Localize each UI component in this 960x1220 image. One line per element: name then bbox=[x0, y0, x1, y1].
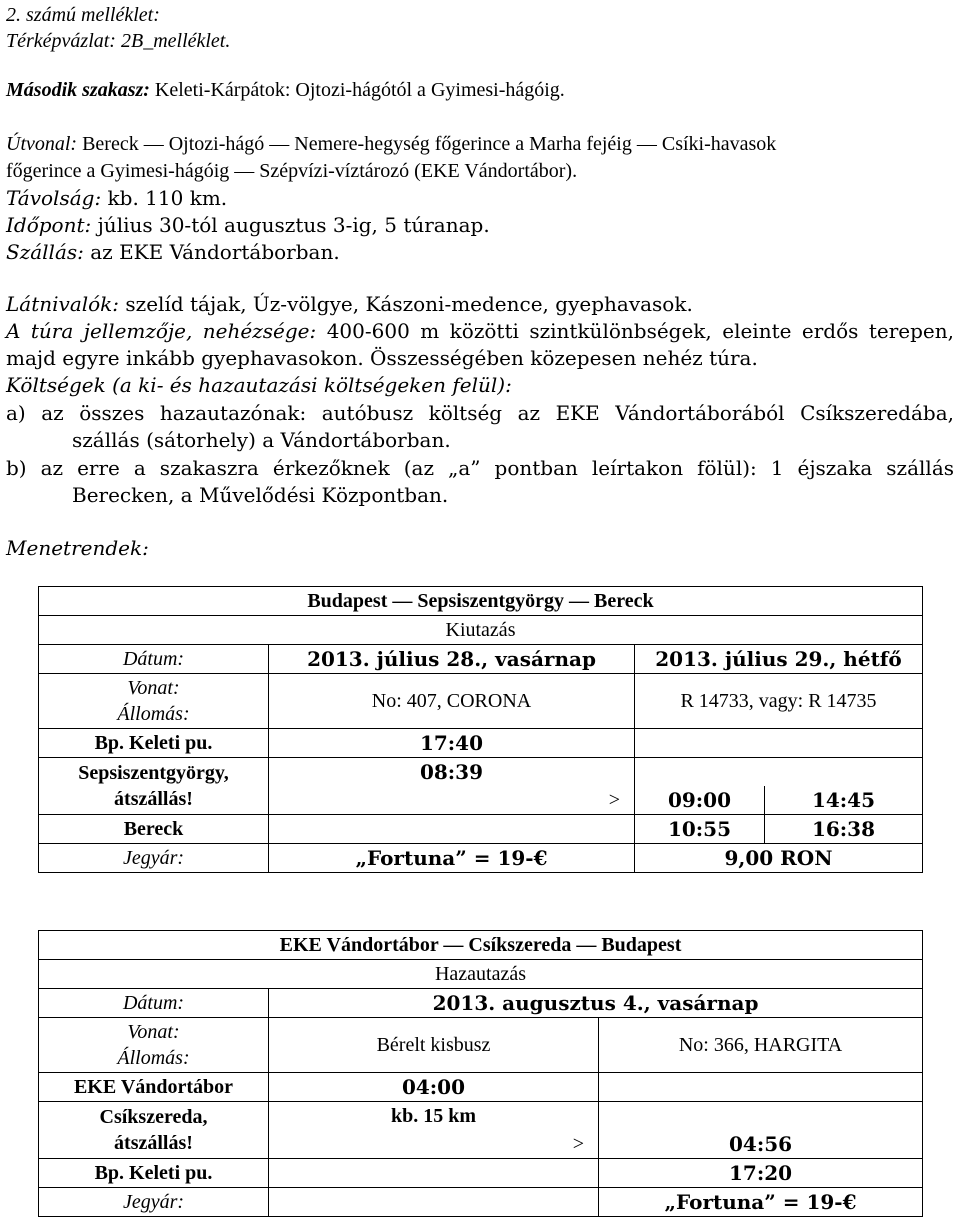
outbound-row2-empty bbox=[635, 758, 923, 787]
outbound-train-2: R 14733, vagy: R 14735 bbox=[635, 674, 923, 729]
route-line-1 bbox=[6, 131, 776, 157]
outbound-train-label: Vonat: bbox=[127, 677, 180, 699]
outbound-subtitle: Kiutazás bbox=[39, 616, 923, 645]
outbound-price-label: Jegyár: bbox=[39, 844, 269, 873]
return-timetable bbox=[38, 930, 923, 1217]
section-heading bbox=[6, 77, 565, 103]
return-row2-dist: kb. 15 km bbox=[269, 1102, 599, 1131]
distance-line bbox=[6, 185, 227, 211]
return-row3-time: 17:20 bbox=[599, 1159, 923, 1188]
character-text-1: 400-600 m közötti szintkülönbségek, eleinte erdős terepen, bbox=[316, 319, 954, 343]
outbound-row2-time: 08:39 bbox=[269, 758, 635, 787]
map-label: Térképvázlat: 2B_melléklet. bbox=[6, 30, 231, 52]
date-label: Időpont: bbox=[6, 213, 92, 237]
section-value: Keleti-Kárpátok: Ojtozi-hágótól a Gyimesi-hágóig. bbox=[149, 79, 565, 101]
sights-line bbox=[6, 291, 693, 317]
return-row1-empty bbox=[599, 1073, 923, 1102]
outbound-row3-t1: 10:55 bbox=[635, 815, 765, 844]
return-train-station-label bbox=[39, 1018, 269, 1073]
costs-b-line-1: b) az erre a szakaszra érkezőknek (az „a” pontban leírtakon fölül): 1 éjszaka szállás bbox=[6, 456, 954, 480]
outbound-row2-station-b: átszállás! bbox=[114, 788, 193, 810]
return-subtitle: Hazautazás bbox=[39, 960, 923, 989]
return-row2-station-a: Csíkszereda, bbox=[99, 1106, 208, 1128]
outbound-date-label: Dátum: bbox=[39, 645, 269, 674]
return-date-label: Dátum: bbox=[39, 989, 269, 1018]
return-date: 2013. augusztus 4., vasárnap bbox=[269, 989, 923, 1018]
lodging-line bbox=[6, 239, 340, 265]
route-label: Útvonal: bbox=[6, 133, 78, 155]
date-value: július 30-tól augusztus 3-ig, 5 túranap. bbox=[91, 213, 490, 237]
return-title: EKE Vándortábor — Csíkszereda — Budapest bbox=[39, 931, 923, 960]
costs-b-line-2: Berecken, a Művelődési Központban. bbox=[72, 483, 449, 507]
outbound-title: Budapest — Sepsiszentgyörgy — Bereck bbox=[39, 587, 923, 616]
return-row1-time: 04:00 bbox=[269, 1073, 599, 1102]
outbound-train-station-label bbox=[39, 674, 269, 729]
return-row1-station: EKE Vándortábor bbox=[39, 1073, 269, 1102]
return-row2-station bbox=[39, 1102, 269, 1159]
outbound-price-1: „Fortuna” = 19-€ bbox=[269, 844, 635, 873]
return-price-label: Jegyár: bbox=[39, 1188, 269, 1217]
annex-label: 2. számú melléklet: bbox=[6, 4, 160, 26]
sights-value: szelíd tájak, Úz-völgye, Kászoni-medence, gyephavasok. bbox=[119, 292, 693, 316]
distance-value: kb. 110 km. bbox=[101, 186, 228, 210]
return-row2-empty bbox=[599, 1102, 923, 1131]
outbound-row2-t2: 14:45 bbox=[765, 786, 923, 815]
distance-label: Távolság: bbox=[6, 186, 102, 210]
sights-label: Látnivalók: bbox=[6, 292, 120, 316]
costs-label: Költségek (a ki- és hazautazási költségeken felül): bbox=[6, 373, 512, 397]
character-line-2: majd egyre inkább gyephavasokon. Összességében közepesen nehéz túra. bbox=[6, 346, 758, 370]
route-text-1: Bereck — Ojtozi-hágó — Nemere-hegység főgerince a Marha fejéig — Csíki-havasok bbox=[77, 133, 777, 155]
outbound-row2-arrow: > bbox=[269, 786, 635, 815]
return-train-label: Vonat: bbox=[127, 1021, 180, 1043]
timetable-label: Menetrendek: bbox=[6, 536, 149, 560]
outbound-row3-t2: 16:38 bbox=[765, 815, 923, 844]
outbound-row1-time: 17:40 bbox=[269, 729, 635, 758]
outbound-row2-station bbox=[39, 758, 269, 815]
outbound-row3-station: Bereck bbox=[39, 815, 269, 844]
outbound-price-2: 9,00 RON bbox=[635, 844, 923, 873]
outbound-date-1: 2013. július 28., vasárnap bbox=[269, 645, 635, 674]
route-line-2: főgerince a Gyimesi-hágóig — Szépvízi-víztározó (EKE Vándortábor). bbox=[6, 160, 578, 182]
return-row3-station: Bp. Keleti pu. bbox=[39, 1159, 269, 1188]
return-train-2: No: 366, HARGITA bbox=[599, 1018, 923, 1073]
character-line-1 bbox=[6, 318, 954, 344]
lodging-label: Szállás: bbox=[6, 240, 84, 264]
return-row3-empty bbox=[269, 1159, 599, 1188]
character-label: A túra jellemzője, nehézsége: bbox=[6, 319, 317, 343]
return-price: „Fortuna” = 19-€ bbox=[599, 1188, 923, 1217]
section-label: Második szakasz: bbox=[6, 79, 150, 101]
outbound-timetable bbox=[38, 586, 923, 873]
costs-a-line-1: a) az összes hazautazónak: autóbusz költség az EKE Vándortáborából Csíkszeredába, bbox=[6, 401, 954, 425]
outbound-row3-empty bbox=[269, 815, 635, 844]
outbound-row2-t1: 09:00 bbox=[635, 786, 765, 815]
outbound-row2-station-a: Sepsiszentgyörgy, bbox=[78, 762, 229, 784]
outbound-station-label: Állomás: bbox=[117, 703, 190, 725]
outbound-train-1: No: 407, CORONA bbox=[269, 674, 635, 729]
return-row2-station-b: átszállás! bbox=[114, 1132, 193, 1154]
return-station-label: Állomás: bbox=[117, 1047, 190, 1069]
costs-a-line-2: szállás (sátorhely) a Vándortáborban. bbox=[72, 428, 451, 452]
return-train-1: Bérelt kisbusz bbox=[269, 1018, 599, 1073]
date-line bbox=[6, 212, 490, 238]
lodging-value: az EKE Vándortáborban. bbox=[83, 240, 340, 264]
return-row2-arrow: > bbox=[269, 1130, 599, 1159]
outbound-date-2: 2013. július 29., hétfő bbox=[635, 645, 923, 674]
outbound-row1-empty bbox=[635, 729, 923, 758]
return-price-empty bbox=[269, 1188, 599, 1217]
return-row2-time: 04:56 bbox=[599, 1130, 923, 1159]
outbound-row1-station: Bp. Keleti pu. bbox=[39, 729, 269, 758]
